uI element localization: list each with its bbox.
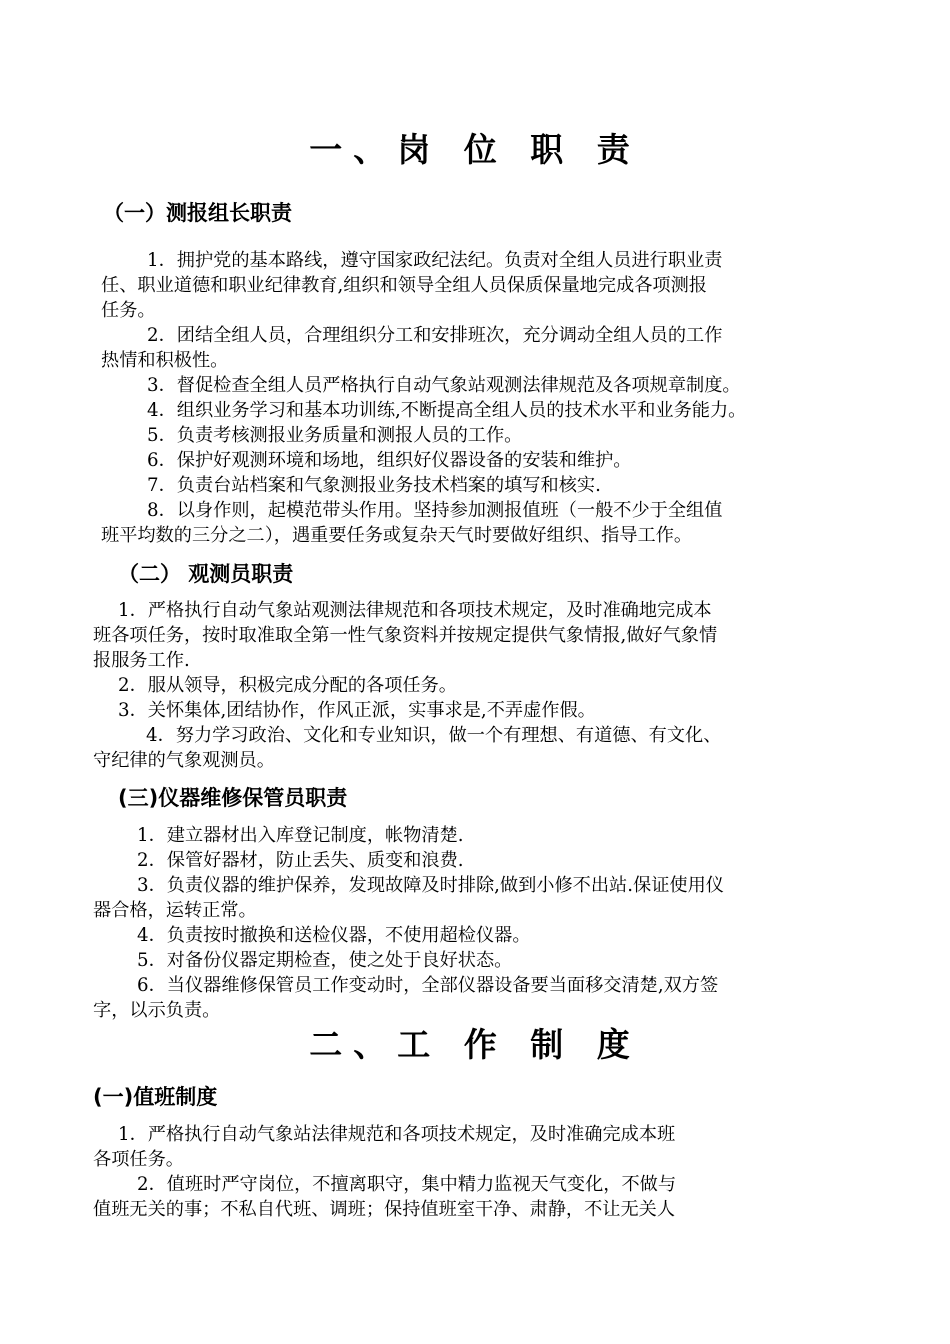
section-title-duties: 一、岗 位 职 责 [309,130,641,169]
paragraph-line: 2．保管好器材，防止丢失、质变和浪费. [137,850,464,871]
paragraph-line: 1．拥护党的基本路线，遵守国家政纪法纪。负责对全组人员进行职业责 [147,250,723,271]
paragraph-line: 字，以示负责。 [93,1000,221,1021]
heading-instrument-keeper: (三)仪器维修保管员职责 [118,786,348,810]
paragraph-line: 班各项任务，按时取准取全第一性气象资料并按规定提供气象情报,做好气象情 [93,625,718,646]
paragraph-line: 班平均数的三分之二），遇重要任务或复杂天气时要做好组织、指导工作。 [101,525,693,546]
paragraph-line: 3．负责仪器的维护保养，发现故障及时排除,做到小修不出站.保证使用仪 [137,875,724,896]
paragraph-line: 6．保护好观测环境和场地，组织好仪器设备的安装和维护。 [147,450,632,471]
heading-observer: （二） 观测员职责 [118,562,294,586]
paragraph-line: 值班无关的事；不私自代班、调班；保持值班室干净、肃静，不让无关人 [93,1199,676,1220]
paragraph-line: 2．团结全组人员，合理组织分工和安排班次，充分调动全组人员的工作 [147,325,723,346]
paragraph-line: 1．建立器材出入库登记制度，帐物清楚. [137,825,464,846]
paragraph-line: 4．努力学习政治、文化和专业知识，做一个有理想、有道德、有文化、 [146,725,722,746]
paragraph-line: 任、职业道德和职业纪律教育,组织和领导全组人员保质保量地完成各项测报 [101,275,707,296]
paragraph-line: 报服务工作. [93,650,190,671]
paragraph-line: 4．组织业务学习和基本功训练,不断提高全组人员的技术水平和业务能力。 [147,400,747,421]
paragraph-line: 6．当仪器维修保管员工作变动时，全部仪器设备要当面移交清楚,双方签 [137,975,719,996]
paragraph-line: 守纪律的气象观测员。 [93,750,275,771]
paragraph-line: 1．严格执行自动气象站观测法律规范和各项技术规定，及时准确地完成本 [118,600,712,621]
paragraph-line: 5．负责考核测报业务质量和测报人员的工作。 [147,425,523,446]
paragraph-line: 各项任务。 [93,1149,184,1170]
section-title-work-system: 二、工 作 制 度 [309,1025,641,1064]
paragraph-line: 2．服从领导，积极完成分配的各项任务。 [118,675,457,696]
paragraph-line: 5．对备份仪器定期检查，使之处于良好状态。 [137,950,513,971]
paragraph-line: 3．关怀集体,团结协作，作风正派，实事求是,不弄虚作假。 [118,700,596,721]
heading-group-leader: （一）测报组长职责 [103,201,292,225]
paragraph-line: 1．严格执行自动气象站法律规范和各项技术规定，及时准确完成本班 [118,1124,676,1145]
paragraph-line: 3．督促检查全组人员严格执行自动气象站观测法律规范及各项规章制度。 [147,375,741,396]
heading-duty-system: (一)值班制度 [93,1085,218,1109]
paragraph-line: 任务。 [101,300,156,321]
paragraph-line: 2．值班时严守岗位，不擅离职守，集中精力监视天气变化，不做与 [137,1174,677,1195]
paragraph-line: 8．以身作则，起模范带头作用。坚持参加测报值班（一般不少于全组值 [147,500,723,521]
paragraph-line: 热情和积极性。 [101,350,229,371]
paragraph-line: 7．负责台站档案和气象测报业务技术档案的填写和核实. [147,475,601,496]
paragraph-line: 4．负责按时撤换和送检仪器，不使用超检仪器。 [137,925,531,946]
paragraph-line: 器合格，运转正常。 [93,900,257,921]
